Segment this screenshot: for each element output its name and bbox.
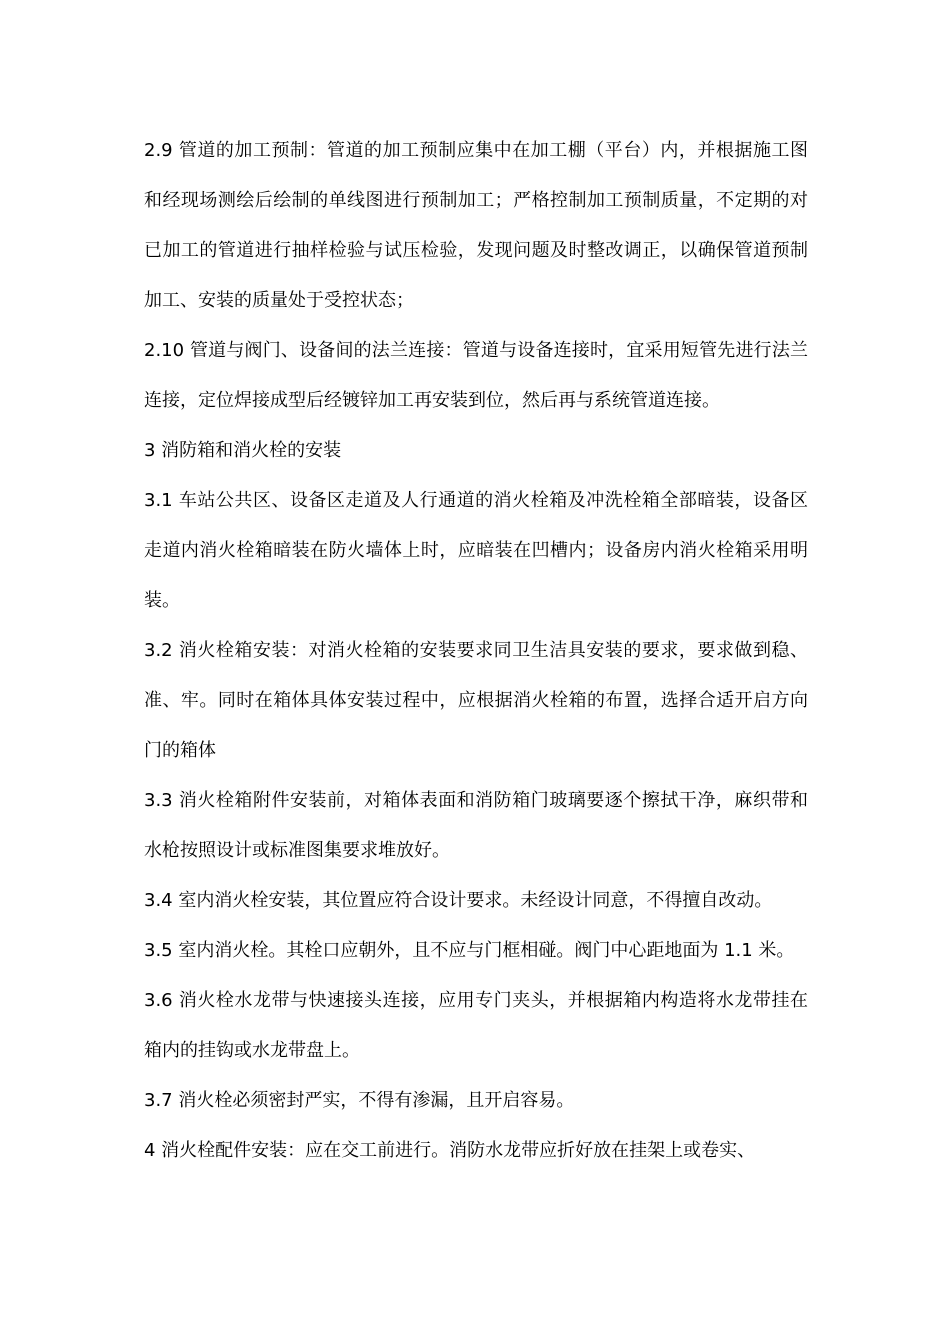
paragraph-2-10: 2.10 管道与阀门、设备间的法兰连接：管道与设备连接时，宜采用短管先进行法兰连接，定位焊接成型后经镀锌加工再安装到位，然后再与系统管道连接。 (144, 340, 808, 411)
document-body (144, 126, 808, 1176)
section-heading-3: 3 消防箱和消火栓的安装 (144, 440, 342, 461)
paragraph-2-9: 2.9 管道的加工预制：管道的加工预制应集中在加工棚（平台）内，并根据施工图和经现场测绘后绘制的单线图进行预制加工；严格控制加工预制质量，不定期的对已加工的管道进行抽样检验与试压检验，发现问题及时整改调正，以确保管道预制加工、安装的质量处于受控状态； (144, 140, 808, 311)
paragraph-3-7: 3.7 消火栓必须密封严实，不得有渗漏，且开启容易。 (144, 1090, 575, 1111)
paragraph-3-1: 3.1 车站公共区、设备区走道及人行通道的消火栓箱及冲洗栓箱全部暗装，设备区走道内消火栓箱暗装在防火墙体上时，应暗装在凹槽内；设备房内消火栓箱采用明装。 (144, 490, 808, 611)
paragraph-3-6: 3.6 消火栓水龙带与快速接头连接，应用专门夹头，并根据箱内构造将水龙带挂在箱内的挂钩或水龙带盘上。 (144, 990, 808, 1061)
paragraph-3-5: 3.5 室内消火栓。其栓口应朝外，且不应与门框相碰。阀门中心距地面为 1.1 米。 (144, 940, 795, 961)
paragraph-4: 4 消火栓配件安装：应在交工前进行。消防水龙带应折好放在挂架上或卷实、 (144, 1140, 756, 1161)
paragraph-3-3: 3.3 消火栓箱附件安装前，对箱体表面和消防箱门玻璃要逐个擦拭干净，麻织带和水枪按照设计或标准图集要求堆放好。 (144, 790, 808, 861)
paragraph-3-2: 3.2 消火栓箱安装：对消火栓箱的安装要求同卫生洁具安装的要求，要求做到稳、准、牢。同时在箱体具体安装过程中，应根据消火栓箱的布置，选择合适开启方向门的箱体 (144, 640, 808, 761)
paragraph-3-4: 3.4 室内消火栓安装，其位置应符合设计要求。未经设计同意，不得擅自改动。 (144, 890, 773, 911)
